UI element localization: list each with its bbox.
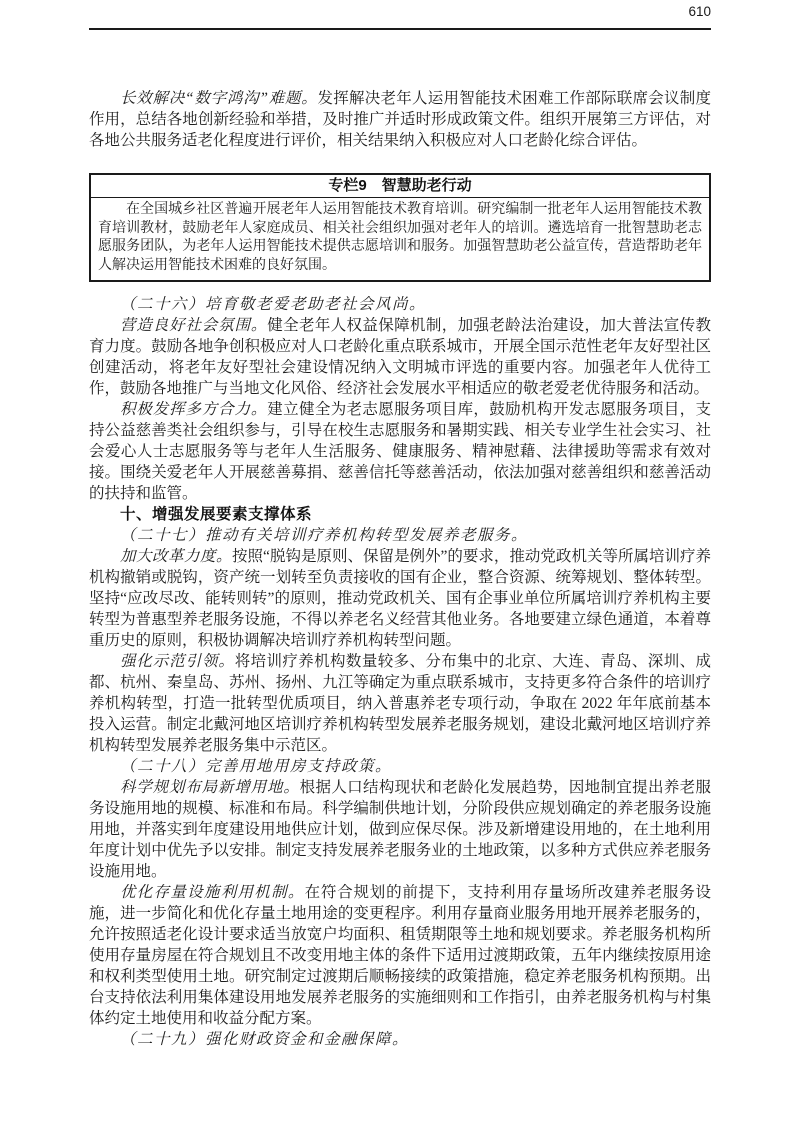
para-text: 发挥解决老年人运用智能技术困难工作部际联席会议制度作用，总结各地创新经验和举措，及时推广并适时形成政策文件。组织开展第三方评估，对各地公共服务适老化程度进行评价，相关结果纳入积极应对人口老龄化综合评估。 [89, 90, 711, 149]
para-lead: 营造良好社会氛围。 [120, 317, 268, 334]
heading-section-27: （二十七）推动有关培训疗养机构转型发展养老服务。 [120, 527, 529, 544]
para-digital-divide [89, 88, 711, 151]
para-text: 在符合规划的前提下，支持利用存量场所改建养老服务设施，进一步简化和优化存量土地用途的变更程序。利用存量商业服务用地开展养老服务的，允许按照适老化设计要求适当放宽户均面积、租赁期限等土地和规划要求。养老服务机构所使用存量房屋在符合规划且不改变用地主体的条件下适用过渡期政策，五年内继续按原用途和权利类型使用土地。研究制定过渡期后顺畅接续的政策措施，稳定养老服务机构预期。出台支持依法利用集体建设用地发展养老服务的实施细则和工作指引，由养老服务机构与村集体约定土地使用和收益分配方案。 [89, 884, 711, 1027]
para-lead: 加大改革力度。 [120, 548, 233, 565]
para-new-land-planning [89, 777, 711, 882]
column9-body: 在全国城乡社区普遍开展老年人运用智能技术教育培训。研究编制一批老年人运用智能技术教育培训教材，鼓励老年人家庭成员、相关社会组织加强对老年人的培训。遴选培育一批智慧助老志愿服务团队，为老年人运用智能技术提供志愿培训和服务。加强智慧助老公益宣传，营造帮助老年人解决运用智能技术困难的良好氛围。 [98, 202, 702, 273]
heading-part-10: 十、增强发展要素支撑体系 [120, 506, 313, 523]
para-stock-facilities [89, 882, 711, 1029]
para-text: 建立健全为老志愿服务项目库，鼓励机构开发志愿服务项目，支持公益慈善类社会组织参与，引导在校生志愿服务和暑期实践、相关专业学生社会实习、社会爱心人士志愿服务等与老年人生活服务、健康服务、精神慰藉、法律援助等需求有效对接。围绕关爱老年人开展慈善募捐、慈善信托等慈善活动，依法加强对慈善组织和慈善活动的扶持和监管。 [89, 401, 711, 502]
para-lead: 科学规划布局新增用地。 [120, 779, 300, 796]
document-content [89, 88, 711, 1050]
column9-box [89, 173, 711, 282]
para-lead: 强化示范引领。 [120, 653, 235, 670]
para-text: 根据人口结构现状和老龄化发展趋势，因地制宜提出养老服务设施用地的规模、标准和布局。科学编制供地计划，分阶段供应规划确定的养老服务设施用地，并落实到年度建设用地供应计划，做到应保尽保。涉及新增建设用地的，在土地利用年度计划中优先予以安排。制定支持发展养老服务业的土地政策，以多种方式供应养老服务设施用地。 [89, 779, 711, 880]
para-social-atmosphere [89, 315, 711, 399]
heading-section-28: （二十八）完善用地用房支持政策。 [120, 758, 393, 775]
para-demonstration [89, 651, 711, 756]
heading-section-29: （二十九）强化财政资金和金融保障。 [120, 1031, 410, 1048]
page-number: 610 [688, 4, 711, 19]
para-text: 按照“脱钩是原则、保留是例外”的要求，推动党政机关等所属培训疗养机构撤销或脱钩，资产统一划转至负责接收的国有企业，整合资源、统筹规划、整体转型。坚持“应改尽改、能转则转”的原则，推动党政机关、国有企事业单位所属培训疗养机构主要转型为普惠型养老服务设施，不得以养老名义经营其他业务。各地要建立绿色通道，本着尊重历史的原则，积极协调解决培训疗养机构转型问题。 [89, 548, 711, 649]
heading-section-26: （二十六）培育敬老爱老助老社会风尚。 [120, 296, 427, 313]
header-rule [89, 28, 711, 30]
para-reform [89, 546, 711, 651]
column9-title: 专栏9 智慧助老行动 [91, 175, 709, 198]
para-lead: 优化存量设施利用机制。 [120, 884, 305, 901]
para-text: 将培训疗养机构数量较多、分布集中的北京、大连、青岛、深圳、成都、杭州、秦皇岛、苏州、扬州、九江等确定为重点联系城市，支持更多符合条件的培训疗养机构转型，打造一批转型优质项目，纳入普惠养老专项行动，争取在 2022 年年底前基本投入运营。制定北戴河地区培训疗养机构转型发展养老服务规划，建设北戴河地区培训疗养机构转型发展养老服务集中示范区。 [89, 653, 711, 754]
para-lead: 积极发挥多方合力。 [120, 401, 268, 418]
para-lead: 长效解决“数字鸿沟”难题。 [120, 90, 318, 107]
para-multi-party-synergy [89, 399, 711, 504]
para-text: 健全老年人权益保障机制，加强老龄法治建设，加大普法宣传教育力度。鼓励各地争创积极应对人口老龄化重点联系城市，开展全国示范性老年友好型社区创建活动，将老年友好型社会建设情况纳入文明城市评选的重要内容。加强老年人优待工作，鼓励各地推广与当地文化风俗、经济社会发展水平相适应的敬老爱老优待服务和活动。 [89, 317, 711, 397]
